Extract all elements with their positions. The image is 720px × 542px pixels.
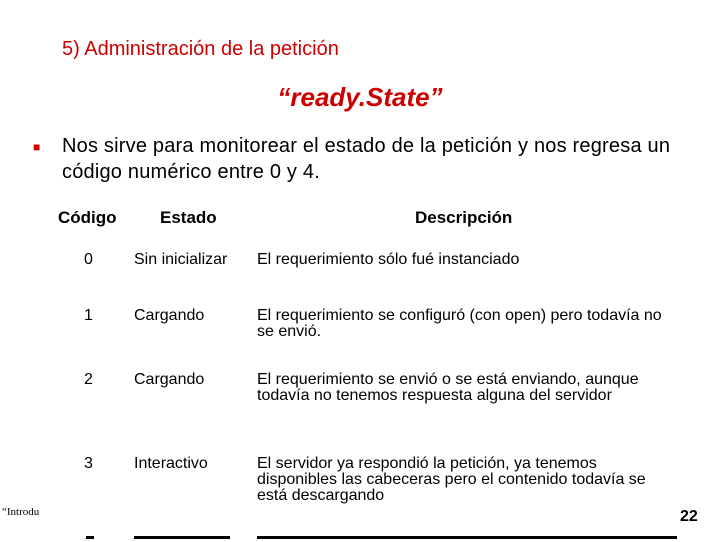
header-state: Estado bbox=[160, 208, 217, 227]
slide-title: 5) Administración de la petición bbox=[62, 38, 339, 60]
row-code: 3 bbox=[84, 455, 93, 472]
row-description: El requerimiento sólo fué instanciado bbox=[257, 251, 520, 268]
row-state: Interactivo bbox=[134, 455, 208, 472]
row-code: 2 bbox=[84, 371, 93, 388]
row-code: 0 bbox=[84, 251, 93, 268]
row-state: Cargando bbox=[134, 307, 205, 324]
footer-text: “Introdu bbox=[2, 506, 40, 518]
row-state: Cargando bbox=[134, 371, 205, 388]
header-code: Código bbox=[58, 208, 117, 227]
row-description: El requerimiento se envió o se está enviando, aunque todavía no tenemos respuesta alguna del servidor bbox=[257, 371, 639, 404]
page-number: 22 bbox=[680, 508, 698, 525]
row-code: 1 bbox=[84, 307, 93, 324]
clipped-next-row bbox=[0, 536, 720, 542]
slide-subtitle: “ready.State” bbox=[277, 82, 443, 112]
header-description: Descripción bbox=[415, 208, 513, 227]
row-description: El requerimiento se configuró (con open) pero todavía no se envió. bbox=[257, 307, 662, 340]
row-state: Sin inicializar bbox=[134, 251, 228, 268]
bullet-text: Nos sirve para monitorear el estado de la petición y nos regresa un código numérico entre 0 y 4. bbox=[62, 135, 671, 183]
bullet-marker: ■ bbox=[33, 140, 41, 154]
row-description: El servidor ya respondió la petición, ya tenemos disponibles las cabeceras pero el contenido todavía se está descargando bbox=[257, 455, 646, 504]
